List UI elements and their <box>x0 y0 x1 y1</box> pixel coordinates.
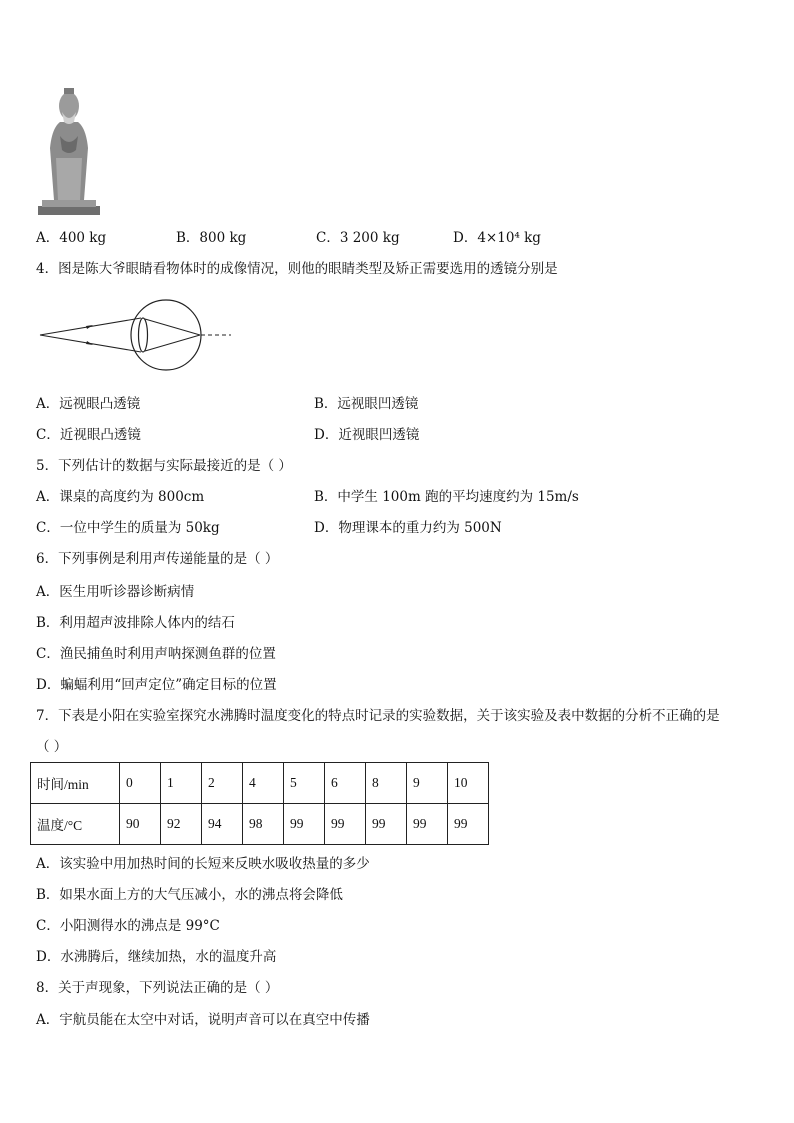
table-cell: 99 <box>448 804 489 845</box>
table-header-temperature: 温度/°C <box>31 804 120 845</box>
q5-option-b: B．中学生 100m 跑的平均速度约为 15m/s <box>314 489 579 505</box>
q6-option-c: C．渔民捕鱼时利用声呐探测鱼群的位置 <box>36 646 276 662</box>
boiling-data-table <box>30 762 489 845</box>
q5-stem: 5．下列估计的数据与实际最接近的是（ ） <box>36 458 292 474</box>
q8-stem: 8．关于声现象，下列说法正确的是（ ） <box>36 980 279 996</box>
table-cell: 92 <box>161 804 202 845</box>
table-cell: 90 <box>120 804 161 845</box>
table-cell: 5 <box>284 763 325 804</box>
q3-option-a: A．400 kg <box>36 230 107 246</box>
q6-option-d: D．蝙蝠利用“回声定位”确定目标的位置 <box>36 677 277 693</box>
table-row-time <box>31 763 489 804</box>
q3-option-c: C．3 200 kg <box>316 230 400 246</box>
q3-option-b: B．800 kg <box>176 230 247 246</box>
q6-option-a: A．医生用听诊器诊断病情 <box>36 584 195 600</box>
eye-diagram <box>38 298 238 372</box>
table-cell: 1 <box>161 763 202 804</box>
q5-option-a: A．课桌的高度约为 800cm <box>36 489 205 505</box>
table-header-time: 时间/min <box>31 763 120 804</box>
q4-option-c: C．近视眼凸透镜 <box>36 427 141 443</box>
q4-option-a: A．远视眼凸透镜 <box>36 396 141 412</box>
q4-stem: 4．图是陈大爷眼睛看物体时的成像情况，则他的眼睛类型及矫正需要选用的透镜分别是 <box>36 261 558 277</box>
q4-option-d: D．近视眼凹透镜 <box>314 427 420 443</box>
table-cell: 6 <box>325 763 366 804</box>
q7-option-a: A．该实验中用加热时间的长短来反映水吸收热量的多少 <box>36 856 370 872</box>
q3-option-d: D．4×10⁴ kg <box>453 230 541 246</box>
table-cell: 9 <box>407 763 448 804</box>
q8-option-a: A．宇航员能在太空中对话，说明声音可以在真空中传播 <box>36 1012 370 1028</box>
table-cell: 99 <box>366 804 407 845</box>
q7-stem-continuation: （ ） <box>36 739 68 755</box>
table-cell: 8 <box>366 763 407 804</box>
table-cell: 99 <box>284 804 325 845</box>
table-cell: 2 <box>202 763 243 804</box>
table-cell: 94 <box>202 804 243 845</box>
q5-option-c: C．一位中学生的质量为 50kg <box>36 520 220 536</box>
table-cell: 99 <box>325 804 366 845</box>
q7-option-d: D．水沸腾后，继续加热，水的温度升高 <box>36 949 277 965</box>
q6-option-b: B．利用超声波排除人体内的结石 <box>36 615 235 631</box>
table-cell: 98 <box>243 804 284 845</box>
table-cell: 0 <box>120 763 161 804</box>
q4-option-b: B．远视眼凹透镜 <box>314 396 419 412</box>
table-cell: 99 <box>407 804 448 845</box>
q7-option-b: B．如果水面上方的大气压减小，水的沸点将会降低 <box>36 887 343 903</box>
table-cell: 4 <box>243 763 284 804</box>
q5-option-d: D．物理课本的重力约为 500N <box>314 520 502 536</box>
table-row-temperature <box>31 804 489 845</box>
table-cell: 10 <box>448 763 489 804</box>
q7-option-c: C．小阳测得水的沸点是 99°C <box>36 918 220 934</box>
confucius-statue-image <box>36 78 102 216</box>
q7-stem: 7．下表是小阳在实验室探究水沸腾时温度变化的特点时记录的实验数据，关于该实验及表中数据的分析不正确的是 <box>36 708 720 724</box>
q6-stem: 6．下列事例是利用声传递能量的是（ ） <box>36 551 279 567</box>
